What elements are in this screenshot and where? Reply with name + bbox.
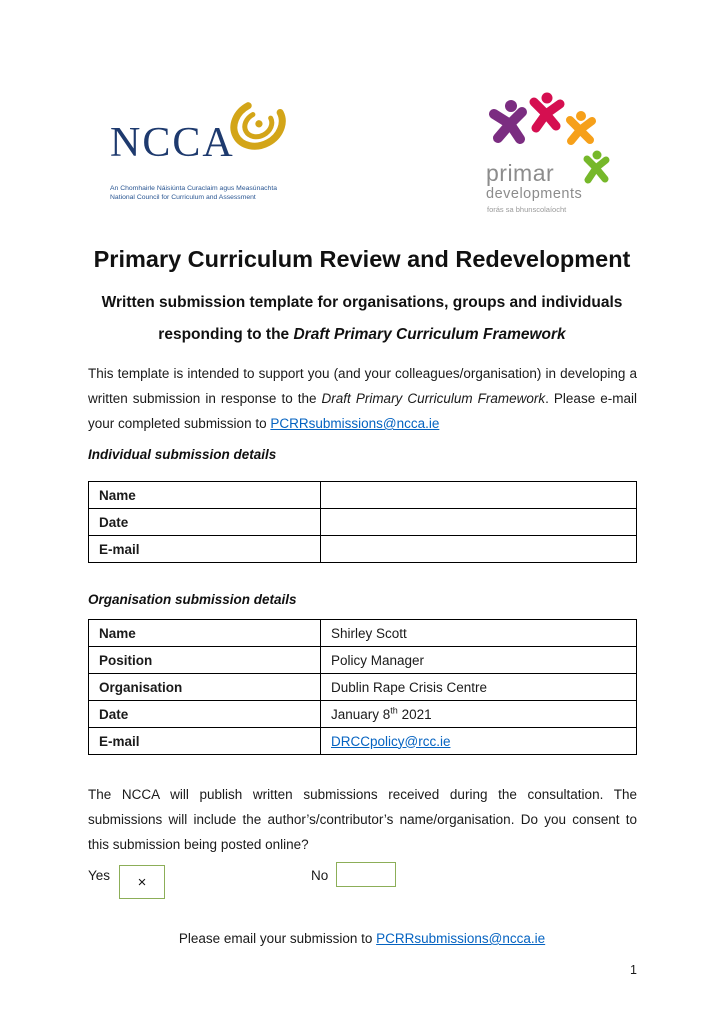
organisation-details-table — [88, 619, 637, 755]
org-organisation-value[interactable]: Dublin Rape Crisis Centre — [321, 674, 637, 701]
org-email-link[interactable]: DRCCpolicy@rcc.ie — [331, 733, 451, 749]
primary-tagline: forás sa bhunscolaíocht — [487, 204, 567, 214]
individual-details-table — [88, 481, 637, 563]
intro-text-1: This template is intended to support you (and your colleagues/organisation) in developing a written submission in response to the — [88, 366, 637, 406]
name-field[interactable] — [321, 482, 637, 509]
primary-developments-text: developments — [486, 186, 583, 202]
table-row — [89, 701, 637, 728]
no-checkbox[interactable] — [336, 862, 396, 887]
table-row — [89, 536, 637, 563]
organisation-section-heading: Organisation submission details — [88, 592, 297, 607]
email-field[interactable] — [321, 536, 637, 563]
primary-developments-logo — [484, 92, 614, 214]
date-ordinal: th — [390, 705, 398, 715]
yes-label: Yes — [88, 868, 111, 883]
footer-instruction — [0, 931, 724, 946]
row-label: Date — [89, 509, 321, 536]
primary-wordmark: primar — [486, 160, 555, 186]
ncca-logo — [110, 98, 290, 202]
table-row — [89, 674, 637, 701]
footer-email-link[interactable]: PCRRsubmissions@ncca.ie — [376, 931, 546, 946]
org-email-value — [321, 728, 637, 755]
date-prefix: January 8 — [331, 706, 391, 722]
org-name-value[interactable]: Shirley Scott — [321, 620, 637, 647]
ncca-swirl-icon — [228, 98, 290, 161]
org-position-value[interactable]: Policy Manager — [321, 647, 637, 674]
row-label: Name — [89, 620, 321, 647]
ncca-acronym: NCCA — [110, 120, 235, 166]
page-subtitle-line2 — [0, 326, 724, 344]
footer-text: Please email your submission to — [178, 931, 377, 946]
subtitle-framework-name: Draft Primary Curriculum Framework — [293, 326, 566, 343]
ncca-subtitle-english: National Council for Curriculum and Assessment — [110, 194, 256, 202]
intro-framework-name: Draft Primary Curriculum Framework — [321, 391, 546, 406]
date-field[interactable] — [321, 509, 637, 536]
page-title: Primary Curriculum Review and Redevelopment — [93, 246, 631, 272]
intro-text-2: . Please e-mail your completed submission to — [88, 391, 637, 431]
date-suffix: 2021 — [397, 706, 432, 722]
row-label: E-mail — [89, 728, 321, 755]
yes-checkbox[interactable]: × — [119, 865, 165, 899]
page-number: 1 — [630, 963, 637, 977]
row-label: Name — [89, 482, 321, 509]
table-row — [89, 647, 637, 674]
subtitle-prefix: responding to the — [158, 326, 294, 343]
org-date-value[interactable] — [321, 701, 637, 728]
no-label: No — [311, 868, 329, 883]
ncca-subtitle-irish: An Chomhairle Náisiúnta Curaclaim agus Measúnachta — [110, 185, 277, 192]
table-row — [89, 482, 637, 509]
row-label: Date — [89, 701, 321, 728]
consent-paragraph: The NCCA will publish written submissions received during the consultation. The submissions will include the author’s/contributor’s name/organisation. Do you consent to this submission being posted online? — [88, 787, 637, 852]
table-row — [89, 509, 637, 536]
table-row — [89, 728, 637, 755]
row-label: Position — [89, 647, 321, 674]
individual-section-heading: Individual submission details — [88, 447, 277, 462]
intro-email-link[interactable]: PCRRsubmissions@ncca.ie — [270, 416, 440, 431]
row-label: E-mail — [89, 536, 321, 563]
row-label: Organisation — [89, 674, 321, 701]
page-subtitle-line1: Written submission template for organisations, groups and individuals — [101, 294, 623, 311]
table-row — [89, 620, 637, 647]
intro-paragraph — [88, 361, 637, 436]
